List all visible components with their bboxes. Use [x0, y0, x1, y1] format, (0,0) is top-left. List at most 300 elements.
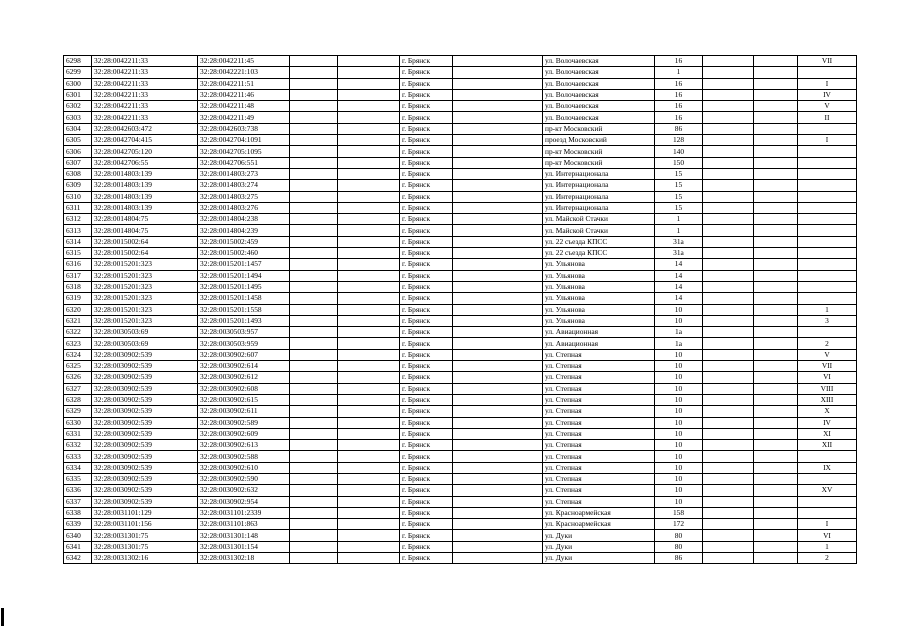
street-cell: ул. Степная: [543, 394, 655, 405]
premises-number-cell: [798, 507, 857, 518]
parcel-cadastral-number-cell: 32:28:0030902:539: [92, 428, 198, 439]
object-cadastral-number-cell: 32:28:0015002:459: [198, 236, 290, 247]
city-cell: г. Брянск: [400, 327, 453, 338]
blank-col-5-cell: [338, 67, 400, 78]
table-row: [64, 507, 857, 518]
row-number-cell: 6303: [64, 112, 92, 123]
blank-col-4-cell: [290, 259, 338, 270]
blank-col-4-cell: [290, 89, 338, 100]
blank-col-7-cell: [453, 485, 543, 496]
blank-col-10-cell: [703, 440, 754, 451]
street-cell: ул. Ульянова: [543, 293, 655, 304]
blank-col-4-cell: [290, 56, 338, 67]
blank-col-4-cell: [290, 78, 338, 89]
blank-col-10-cell: [703, 202, 754, 213]
object-cadastral-number-cell: 32:28:0030902:610: [198, 462, 290, 473]
premises-number-cell: I: [798, 78, 857, 89]
blank-col-5-cell: [338, 507, 400, 518]
blank-col-11-cell: [754, 473, 798, 484]
city-cell: г. Брянск: [400, 180, 453, 191]
premises-number-cell: [798, 473, 857, 484]
blank-col-4-cell: [290, 440, 338, 451]
object-cadastral-number-cell: 32:28:0030902:590: [198, 473, 290, 484]
blank-col-5-cell: [338, 191, 400, 202]
blank-col-5-cell: [338, 236, 400, 247]
street-cell: ул. Авиационная: [543, 338, 655, 349]
row-number-cell: 6314: [64, 236, 92, 247]
house-number-cell: 31а: [655, 236, 703, 247]
object-cadastral-number-cell: 32:28:0030902:589: [198, 417, 290, 428]
row-number-cell: 6318: [64, 281, 92, 292]
blank-col-10-cell: [703, 214, 754, 225]
blank-col-4-cell: [290, 101, 338, 112]
parcel-cadastral-number-cell: 32:28:0030902:539: [92, 406, 198, 417]
blank-col-10-cell: [703, 417, 754, 428]
parcel-cadastral-number-cell: 32:28:0030902:539: [92, 349, 198, 360]
table-row: [64, 157, 857, 168]
city-cell: г. Брянск: [400, 338, 453, 349]
city-cell: г. Брянск: [400, 406, 453, 417]
row-number-cell: 6324: [64, 349, 92, 360]
blank-col-7-cell: [453, 281, 543, 292]
blank-col-11-cell: [754, 157, 798, 168]
parcel-cadastral-number-cell: 32:28:0030503:69: [92, 338, 198, 349]
blank-col-5-cell: [338, 135, 400, 146]
blank-col-5-cell: [338, 496, 400, 507]
blank-col-10-cell: [703, 135, 754, 146]
house-number-cell: 14: [655, 293, 703, 304]
table-row: [64, 191, 857, 202]
table-row: [64, 451, 857, 462]
object-cadastral-number-cell: 32:28:0014803:276: [198, 202, 290, 213]
table-row: [64, 293, 857, 304]
row-number-cell: 6305: [64, 135, 92, 146]
object-cadastral-number-cell: 32:28:0042211:48: [198, 101, 290, 112]
blank-col-10-cell: [703, 496, 754, 507]
street-cell: пр-кт Московский: [543, 146, 655, 157]
parcel-cadastral-number-cell: 32:28:0030902:539: [92, 440, 198, 451]
city-cell: г. Брянск: [400, 78, 453, 89]
blank-col-10-cell: [703, 485, 754, 496]
blank-col-11-cell: [754, 530, 798, 541]
house-number-cell: 10: [655, 406, 703, 417]
blank-col-7-cell: [453, 78, 543, 89]
parcel-cadastral-number-cell: 32:28:0030902:539: [92, 451, 198, 462]
street-cell: ул. Волочаевская: [543, 56, 655, 67]
street-cell: ул. Интернационала: [543, 202, 655, 213]
blank-col-7-cell: [453, 123, 543, 134]
object-cadastral-number-cell: 32:28:0015201:1457: [198, 259, 290, 270]
row-number-cell: 6341: [64, 541, 92, 552]
blank-col-4-cell: [290, 180, 338, 191]
house-number-cell: 10: [655, 496, 703, 507]
row-number-cell: 6306: [64, 146, 92, 157]
row-number-cell: 6320: [64, 304, 92, 315]
blank-col-10-cell: [703, 394, 754, 405]
blank-col-4-cell: [290, 327, 338, 338]
parcel-cadastral-number-cell: 32:28:0015201:323: [92, 259, 198, 270]
premises-number-cell: [798, 225, 857, 236]
house-number-cell: 16: [655, 112, 703, 123]
parcel-cadastral-number-cell: 32:28:0030902:539: [92, 361, 198, 372]
blank-col-5-cell: [338, 349, 400, 360]
blank-col-5-cell: [338, 519, 400, 530]
city-cell: г. Брянск: [400, 225, 453, 236]
blank-col-11-cell: [754, 315, 798, 326]
blank-col-10-cell: [703, 349, 754, 360]
row-number-cell: 6310: [64, 191, 92, 202]
table-row: [64, 112, 857, 123]
blank-col-4-cell: [290, 315, 338, 326]
blank-col-10-cell: [703, 56, 754, 67]
table-row: [64, 315, 857, 326]
premises-number-cell: [798, 327, 857, 338]
blank-col-10-cell: [703, 338, 754, 349]
blank-col-11-cell: [754, 56, 798, 67]
table-row: [64, 394, 857, 405]
street-cell: ул. Ульянова: [543, 259, 655, 270]
house-number-cell: 16: [655, 89, 703, 100]
parcel-cadastral-number-cell: 32:28:0015201:323: [92, 281, 198, 292]
house-number-cell: 10: [655, 451, 703, 462]
object-cadastral-number-cell: 32:28:0030902:611: [198, 406, 290, 417]
city-cell: г. Брянск: [400, 383, 453, 394]
house-number-cell: 1а: [655, 327, 703, 338]
house-number-cell: 158: [655, 507, 703, 518]
house-number-cell: 1: [655, 225, 703, 236]
blank-col-11-cell: [754, 281, 798, 292]
blank-col-5-cell: [338, 315, 400, 326]
blank-col-5-cell: [338, 440, 400, 451]
object-cadastral-number-cell: 32:28:0031301:148: [198, 530, 290, 541]
blank-col-10-cell: [703, 146, 754, 157]
house-number-cell: 150: [655, 157, 703, 168]
house-number-cell: 1а: [655, 338, 703, 349]
blank-col-7-cell: [453, 394, 543, 405]
blank-col-4-cell: [290, 236, 338, 247]
city-cell: г. Брянск: [400, 361, 453, 372]
blank-col-4-cell: [290, 496, 338, 507]
object-cadastral-number-cell: 32:28:0014803:273: [198, 168, 290, 179]
blank-col-5-cell: [338, 248, 400, 259]
parcel-cadastral-number-cell: 32:28:0015201:323: [92, 270, 198, 281]
blank-col-11-cell: [754, 89, 798, 100]
object-cadastral-number-cell: 32:28:0015201:1495: [198, 281, 290, 292]
blank-col-7-cell: [453, 406, 543, 417]
premises-number-cell: V: [798, 101, 857, 112]
blank-col-7-cell: [453, 383, 543, 394]
blank-col-4-cell: [290, 462, 338, 473]
blank-col-11-cell: [754, 191, 798, 202]
blank-col-11-cell: [754, 372, 798, 383]
house-number-cell: 10: [655, 349, 703, 360]
premises-number-cell: XI: [798, 428, 857, 439]
street-cell: ул. Степная: [543, 462, 655, 473]
blank-col-5-cell: [338, 383, 400, 394]
house-number-cell: 31а: [655, 248, 703, 259]
blank-col-4-cell: [290, 406, 338, 417]
blank-col-10-cell: [703, 168, 754, 179]
premises-number-cell: [798, 180, 857, 191]
city-cell: г. Брянск: [400, 168, 453, 179]
blank-col-7-cell: [453, 135, 543, 146]
parcel-cadastral-number-cell: 32:28:0015201:323: [92, 315, 198, 326]
street-cell: ул. Степная: [543, 428, 655, 439]
object-cadastral-number-cell: 32:28:0042706:551: [198, 157, 290, 168]
parcel-cadastral-number-cell: 32:28:0014803:139: [92, 168, 198, 179]
object-cadastral-number-cell: 32:28:0042211:45: [198, 56, 290, 67]
row-number-cell: 6340: [64, 530, 92, 541]
blank-col-10-cell: [703, 473, 754, 484]
blank-col-10-cell: [703, 123, 754, 134]
blank-col-11-cell: [754, 202, 798, 213]
blank-col-4-cell: [290, 157, 338, 168]
blank-col-4-cell: [290, 281, 338, 292]
parcel-cadastral-number-cell: 32:28:0031302:16: [92, 553, 198, 564]
blank-col-5-cell: [338, 270, 400, 281]
row-number-cell: 6304: [64, 123, 92, 134]
house-number-cell: 14: [655, 281, 703, 292]
blank-col-11-cell: [754, 406, 798, 417]
premises-number-cell: [798, 146, 857, 157]
blank-col-4-cell: [290, 270, 338, 281]
blank-col-10-cell: [703, 259, 754, 270]
row-number-cell: 6336: [64, 485, 92, 496]
city-cell: г. Брянск: [400, 281, 453, 292]
city-cell: г. Брянск: [400, 56, 453, 67]
blank-col-4-cell: [290, 214, 338, 225]
table-row: [64, 349, 857, 360]
blank-col-10-cell: [703, 270, 754, 281]
city-cell: г. Брянск: [400, 157, 453, 168]
blank-col-10-cell: [703, 89, 754, 100]
premises-number-cell: XII: [798, 440, 857, 451]
blank-col-10-cell: [703, 101, 754, 112]
blank-col-5-cell: [338, 78, 400, 89]
blank-col-11-cell: [754, 67, 798, 78]
blank-col-10-cell: [703, 191, 754, 202]
table-row: [64, 383, 857, 394]
house-number-cell: 10: [655, 372, 703, 383]
house-number-cell: 15: [655, 202, 703, 213]
blank-col-11-cell: [754, 214, 798, 225]
table-row: [64, 168, 857, 179]
blank-col-5-cell: [338, 146, 400, 157]
city-cell: г. Брянск: [400, 349, 453, 360]
blank-col-5-cell: [338, 101, 400, 112]
parcel-cadastral-number-cell: 32:28:0030902:539: [92, 394, 198, 405]
house-number-cell: 140: [655, 146, 703, 157]
blank-col-4-cell: [290, 112, 338, 123]
row-number-cell: 6323: [64, 338, 92, 349]
house-number-cell: 10: [655, 485, 703, 496]
premises-number-cell: V: [798, 349, 857, 360]
house-number-cell: 14: [655, 259, 703, 270]
blank-col-5-cell: [338, 293, 400, 304]
parcel-cadastral-number-cell: 32:28:0014803:139: [92, 180, 198, 191]
row-number-cell: 6315: [64, 248, 92, 259]
scan-edge-mark: [1, 608, 4, 626]
row-number-cell: 6330: [64, 417, 92, 428]
blank-col-5-cell: [338, 214, 400, 225]
house-number-cell: 10: [655, 315, 703, 326]
premises-number-cell: XV: [798, 485, 857, 496]
blank-col-11-cell: [754, 101, 798, 112]
premises-number-cell: 2: [798, 553, 857, 564]
row-number-cell: 6326: [64, 372, 92, 383]
city-cell: г. Брянск: [400, 507, 453, 518]
blank-col-7-cell: [453, 496, 543, 507]
blank-col-4-cell: [290, 293, 338, 304]
blank-col-11-cell: [754, 553, 798, 564]
city-cell: г. Брянск: [400, 530, 453, 541]
blank-col-11-cell: [754, 440, 798, 451]
street-cell: ул. Волочаевская: [543, 112, 655, 123]
house-number-cell: 10: [655, 361, 703, 372]
object-cadastral-number-cell: 32:28:0015201:1493: [198, 315, 290, 326]
blank-col-7-cell: [453, 519, 543, 530]
blank-col-11-cell: [754, 485, 798, 496]
blank-col-4-cell: [290, 135, 338, 146]
city-cell: г. Брянск: [400, 372, 453, 383]
street-cell: ул. Волочаевская: [543, 67, 655, 78]
street-cell: ул. Красноармейская: [543, 519, 655, 530]
blank-col-7-cell: [453, 327, 543, 338]
object-cadastral-number-cell: 32:28:0031302:18: [198, 553, 290, 564]
parcel-cadastral-number-cell: 32:28:0042211:33: [92, 89, 198, 100]
blank-col-11-cell: [754, 428, 798, 439]
blank-col-10-cell: [703, 541, 754, 552]
city-cell: г. Брянск: [400, 202, 453, 213]
table-row: [64, 304, 857, 315]
city-cell: г. Брянск: [400, 417, 453, 428]
parcel-cadastral-number-cell: 32:28:0030902:539: [92, 473, 198, 484]
city-cell: г. Брянск: [400, 259, 453, 270]
city-cell: г. Брянск: [400, 293, 453, 304]
street-cell: ул. Дуки: [543, 541, 655, 552]
street-cell: ул. 22 съезда КПСС: [543, 248, 655, 259]
object-cadastral-number-cell: 32:28:0030902:615: [198, 394, 290, 405]
blank-col-5-cell: [338, 157, 400, 168]
blank-col-4-cell: [290, 541, 338, 552]
parcel-cadastral-number-cell: 32:28:0042706:55: [92, 157, 198, 168]
blank-col-10-cell: [703, 361, 754, 372]
object-cadastral-number-cell: 32:28:0030902:612: [198, 372, 290, 383]
row-number-cell: 6329: [64, 406, 92, 417]
street-cell: ул. Степная: [543, 417, 655, 428]
table-row: [64, 372, 857, 383]
row-number-cell: 6327: [64, 383, 92, 394]
row-number-cell: 6317: [64, 270, 92, 281]
house-number-cell: 128: [655, 135, 703, 146]
premises-number-cell: I: [798, 135, 857, 146]
blank-col-11-cell: [754, 338, 798, 349]
blank-col-10-cell: [703, 315, 754, 326]
blank-col-5-cell: [338, 56, 400, 67]
city-cell: г. Брянск: [400, 67, 453, 78]
parcel-cadastral-number-cell: 32:28:0030503:69: [92, 327, 198, 338]
city-cell: г. Брянск: [400, 485, 453, 496]
street-cell: пр-кт Московский: [543, 157, 655, 168]
blank-col-11-cell: [754, 383, 798, 394]
blank-col-11-cell: [754, 394, 798, 405]
blank-col-5-cell: [338, 168, 400, 179]
object-cadastral-number-cell: 32:28:0030902:632: [198, 485, 290, 496]
blank-col-4-cell: [290, 372, 338, 383]
blank-col-7-cell: [453, 462, 543, 473]
premises-number-cell: [798, 248, 857, 259]
object-cadastral-number-cell: 32:28:0031101:863: [198, 519, 290, 530]
street-cell: ул. Ульянова: [543, 304, 655, 315]
table-row: [64, 248, 857, 259]
blank-col-10-cell: [703, 281, 754, 292]
blank-col-7-cell: [453, 361, 543, 372]
object-cadastral-number-cell: 32:28:0042221:103: [198, 67, 290, 78]
blank-col-7-cell: [453, 259, 543, 270]
parcel-cadastral-number-cell: 32:28:0042603:472: [92, 123, 198, 134]
blank-col-11-cell: [754, 496, 798, 507]
table-row: [64, 338, 857, 349]
premises-number-cell: [798, 259, 857, 270]
register-table: [63, 55, 857, 564]
house-number-cell: 1: [655, 214, 703, 225]
blank-col-7-cell: [453, 541, 543, 552]
house-number-cell: 10: [655, 462, 703, 473]
table-row: [64, 67, 857, 78]
street-cell: ул. Авиационная: [543, 327, 655, 338]
object-cadastral-number-cell: 32:28:0042603:738: [198, 123, 290, 134]
blank-col-11-cell: [754, 236, 798, 247]
street-cell: ул. Степная: [543, 473, 655, 484]
blank-col-5-cell: [338, 180, 400, 191]
row-number-cell: 6300: [64, 78, 92, 89]
row-number-cell: 6308: [64, 168, 92, 179]
parcel-cadastral-number-cell: 32:28:0030902:539: [92, 372, 198, 383]
table-row: [64, 462, 857, 473]
parcel-cadastral-number-cell: 32:28:0042211:33: [92, 101, 198, 112]
street-cell: ул. Дуки: [543, 553, 655, 564]
parcel-cadastral-number-cell: 32:28:0042211:33: [92, 78, 198, 89]
blank-col-10-cell: [703, 180, 754, 191]
table-row: [64, 541, 857, 552]
blank-col-4-cell: [290, 349, 338, 360]
house-number-cell: 10: [655, 304, 703, 315]
blank-col-7-cell: [453, 372, 543, 383]
blank-col-4-cell: [290, 428, 338, 439]
object-cadastral-number-cell: 32:28:0042211:46: [198, 89, 290, 100]
blank-col-10-cell: [703, 553, 754, 564]
blank-col-7-cell: [453, 440, 543, 451]
object-cadastral-number-cell: 32:28:0042704:1091: [198, 135, 290, 146]
table-row: [64, 225, 857, 236]
city-cell: г. Брянск: [400, 394, 453, 405]
street-cell: ул. Волочаевская: [543, 78, 655, 89]
table-row: [64, 101, 857, 112]
blank-col-7-cell: [453, 214, 543, 225]
row-number-cell: 6342: [64, 553, 92, 564]
blank-col-5-cell: [338, 361, 400, 372]
row-number-cell: 6334: [64, 462, 92, 473]
blank-col-7-cell: [453, 428, 543, 439]
object-cadastral-number-cell: 32:28:0042705:1095: [198, 146, 290, 157]
parcel-cadastral-number-cell: 32:28:0042705:120: [92, 146, 198, 157]
blank-col-11-cell: [754, 327, 798, 338]
parcel-cadastral-number-cell: 32:28:0030902:539: [92, 462, 198, 473]
blank-col-5-cell: [338, 202, 400, 213]
blank-col-10-cell: [703, 507, 754, 518]
premises-number-cell: VI: [798, 530, 857, 541]
premises-number-cell: [798, 67, 857, 78]
